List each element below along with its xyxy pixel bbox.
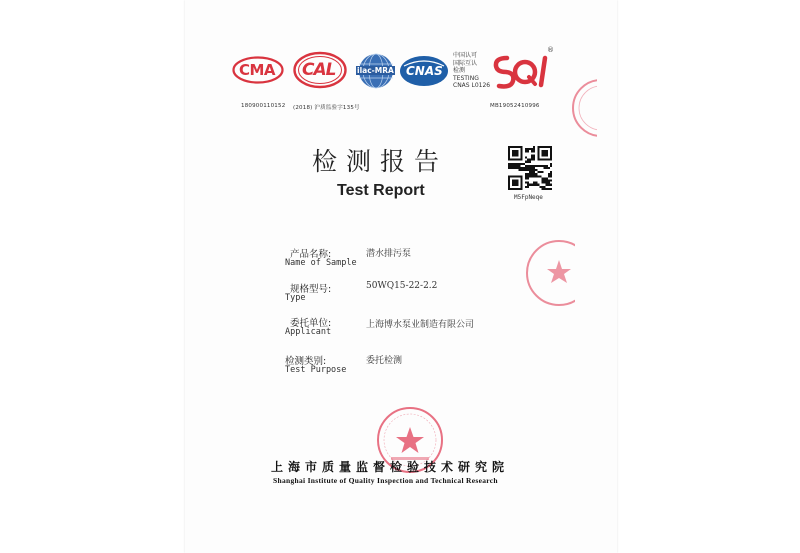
cma-code: 180900110152 (241, 103, 286, 109)
sqi-logo-text (491, 50, 493, 51)
field-label-cn: 产品名称: (290, 249, 332, 260)
field-value: 潜水排污泵 (366, 249, 412, 259)
field-value: 委托检测 (366, 356, 403, 366)
cnas-accreditation-text (453, 52, 490, 90)
institute-name-cn: 上海市质量监督检验技术研究院 (271, 460, 510, 474)
field-label-cn: 规格型号: (290, 284, 332, 295)
cal-code: (2018) 沪质监验字135号 (293, 105, 360, 111)
registered-mark: ® (547, 46, 554, 54)
partial-stamp-edge (567, 78, 597, 138)
cma-logo (232, 56, 284, 84)
field-label-en: Applicant (285, 327, 332, 337)
qr-code (508, 146, 552, 190)
cal-logo (293, 51, 347, 89)
title-chinese: 检测报告 (312, 147, 449, 176)
cnas-text-line: 国际互认 (453, 59, 478, 67)
cnas-logo (398, 54, 450, 88)
cnas-text-line: TESTING (453, 74, 479, 82)
cnas-text-line: CNAS L0126 (453, 82, 491, 89)
qr-code-caption: M5FpNeqe (514, 194, 543, 201)
cnas-logo-text: CNAS (406, 64, 443, 78)
field-label-cn: 检测类别: (285, 356, 327, 367)
title-english: Test Report (337, 182, 425, 199)
ilac-mra-logo-text: ilac-MRA (357, 66, 394, 75)
field-label-en: Test Purpose (285, 365, 347, 375)
field-value: 上海博水泵业制造有限公司 (366, 320, 475, 330)
partial-stamp-right (525, 238, 575, 308)
cnas-text-line: 中国认可 (453, 52, 478, 59)
cnas-text-line: 检测 (453, 67, 466, 74)
cma-logo-text: CMA (239, 61, 276, 79)
institute-name-en: Shanghai Institute of Quality Inspection and Technical Research (273, 476, 498, 485)
cal-logo-text: CAL (302, 60, 336, 80)
field-label-en: Type (285, 293, 306, 303)
report-page (185, 0, 617, 553)
field-value: 50WQ15-22-2.2 (366, 281, 438, 291)
field-label-cn: 委托单位: (290, 318, 332, 329)
ilac-mra-logo (355, 52, 397, 90)
field-label-en: Name of Sample (285, 258, 357, 268)
sqi-logo (491, 46, 554, 92)
sqi-code: MB19052410996 (490, 103, 540, 109)
